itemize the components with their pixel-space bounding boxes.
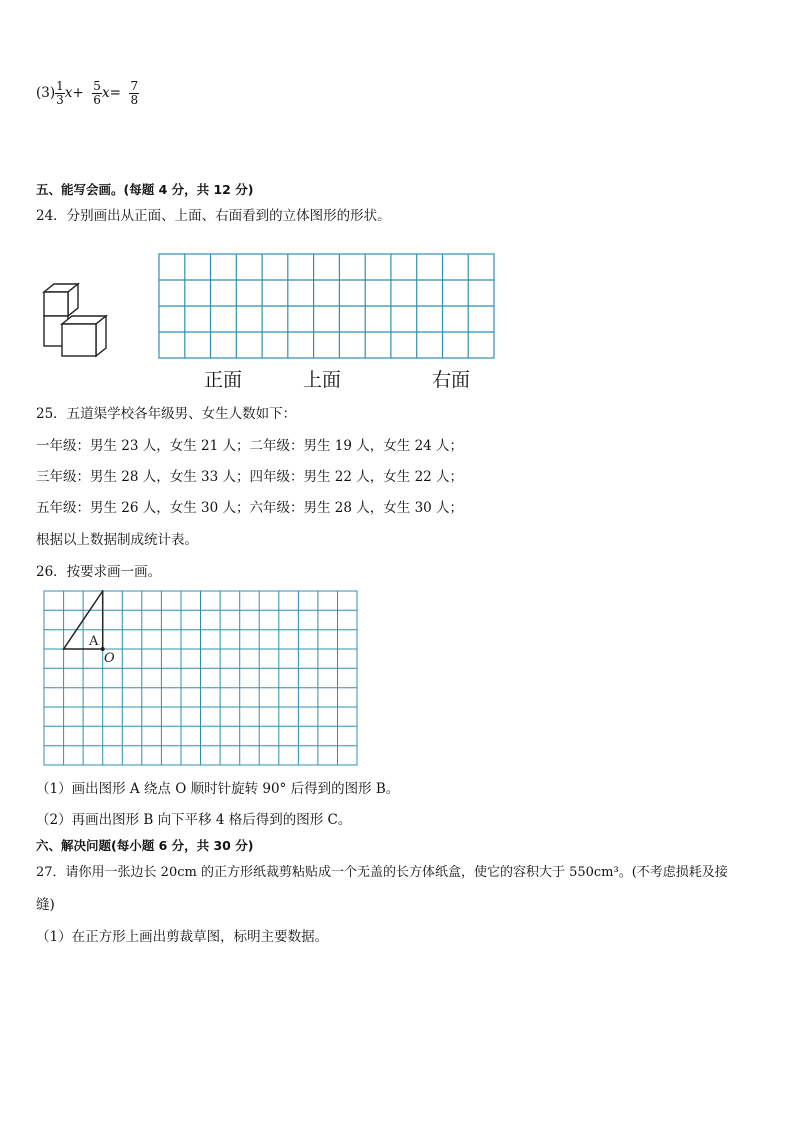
q25-line-3: 三年级：男生 28 人，女生 33 人；四年级：男生 22 人，女生 22 人； [36, 469, 464, 485]
q27-line-2: 缝) [36, 897, 55, 913]
label-right-view: 右面 [432, 369, 471, 391]
fraction-1: $\frac{1}{3}$ [56, 79, 64, 107]
label-top-view: 上面 [303, 369, 342, 391]
fraction-3: $\frac{7}{8}$ [130, 79, 139, 107]
q24-grid [158, 253, 496, 361]
shape-label-a: A [89, 634, 99, 649]
q25-line-2: 一年级：男生 23 人，女生 21 人；二年级：男生 19 人，女生 24 人； [36, 438, 464, 454]
q26-text: 26．按要求画一画。 [36, 564, 162, 580]
equation-index: (3) [36, 85, 56, 101]
label-front-view: 正面 [204, 369, 243, 391]
fraction-2: $\frac{5}{6}$ [93, 79, 101, 107]
q24-text: 24．分别画出从正面、上面、右面看到的立体图形的形状。 [36, 208, 391, 224]
section5-heading: 五、能写会画。(每题 4 分，共 12 分) [36, 182, 254, 197]
q27-task-1: （1）在正方形上画出剪裁草图，标明主要数据。 [36, 929, 329, 945]
q27-line-1: 27．请你用一张边长 20cm 的正方形纸裁剪粘贴成一个无盖的长方体纸盒，使它的容积大于 550cm³。(不考虑损耗及接 [36, 865, 728, 880]
equation-3: (3) $\frac{1}{3}$ x+ $\frac{5}{6}$ x= $\frac{7}{8}$ [36, 79, 139, 107]
q26-task-2: （2）再画出图形 B 向下平移 4 格后得到的图形 C。 [36, 812, 352, 828]
point-label-o: O [104, 651, 115, 666]
q25-line-1: 25．五道渠学校各年级男、女生人数如下： [36, 406, 297, 422]
q26-grid [43, 590, 359, 768]
q26-task-1: （1）画出图形 A 绕点 O 顺时针旋转 90° 后得到的图形 B。 [36, 781, 400, 797]
section6-heading: 六、解决问题(每小题 6 分，共 30 分) [36, 838, 254, 853]
cube-stack-figure [40, 282, 112, 362]
q25-line-5: 根据以上数据制成统计表。 [36, 532, 198, 548]
q25-line-4: 五年级：男生 26 人，女生 30 人；六年级：男生 28 人，女生 30 人； [36, 500, 464, 516]
